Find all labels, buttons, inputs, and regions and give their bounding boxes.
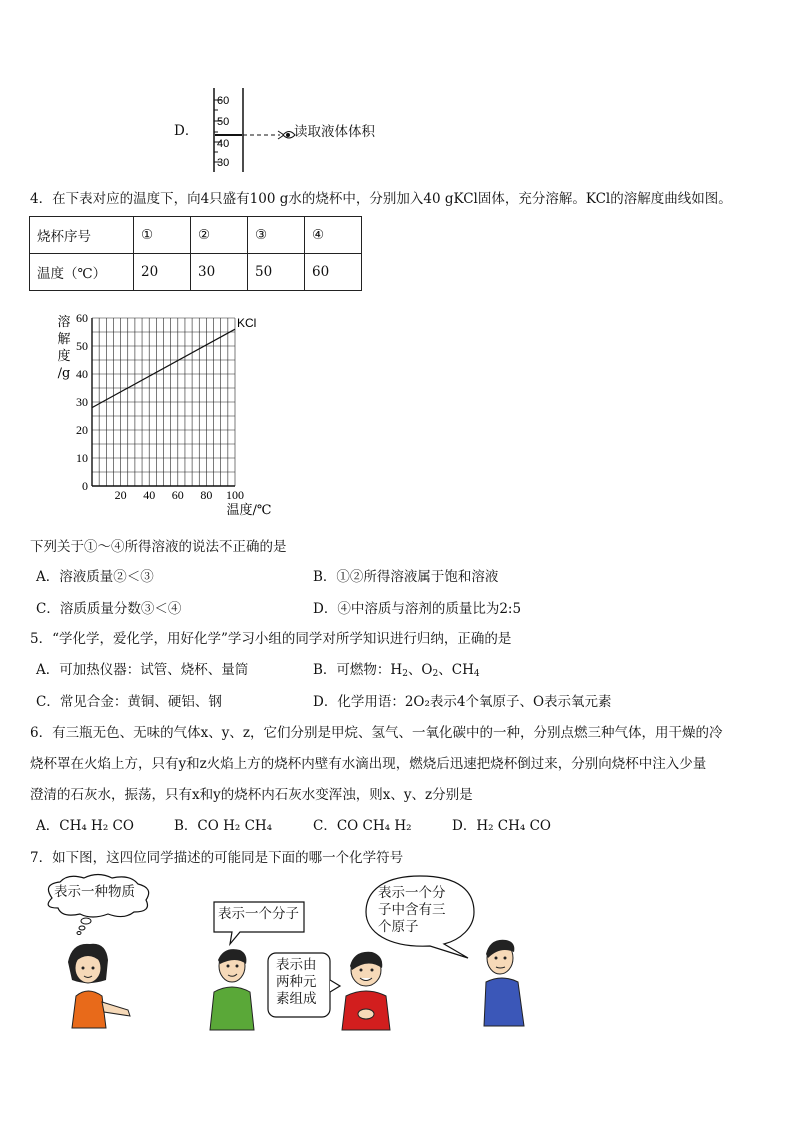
q6-option-c[interactable]: C．CO CH₄ H₂ [313, 818, 412, 834]
cylinder-tick-30: 30 [217, 157, 230, 169]
y-tick-labels [76, 311, 88, 493]
q3-annotation: 读取液体体积 [294, 124, 375, 140]
q5-option-d[interactable]: D．化学用语：2O₂表示4个氧原子、O表示氧元素 [313, 694, 612, 710]
student-boy1-figure [206, 944, 266, 1032]
x-tick-label: 40 [143, 488, 156, 502]
q5-option-c[interactable]: C．常见合金：黄铜、硬铝、钢 [36, 694, 222, 710]
beaker-table [29, 216, 362, 291]
bubble-4-line: 子中含有三 [378, 902, 446, 918]
q4-option-d[interactable]: D．④中溶质与溶剂的质量比为2:5 [313, 601, 522, 617]
chart-grid [92, 318, 235, 486]
q4-question: 下列关于①～④所得溶液的说法不正确的是 [30, 539, 287, 555]
q6-option-d[interactable]: D．H₂ CH₄ CO [452, 818, 552, 834]
q6-stem-line2: 烧杯罩在火焰上方，只有y和z火焰上方的烧杯内壁有水滴出现，燃烧后迅速把烧杯倒过来，分别向烧杯中注入少量 [30, 756, 707, 772]
y-tick-label: 30 [76, 395, 88, 409]
q6-stem-line3: 澄清的石灰水，振荡，只有x和y的烧杯内石灰水变浑浊，则x、y、z分别是 [30, 787, 473, 803]
bubble-1-text: 表示一种物质 [54, 884, 135, 900]
solubility-chart [50, 308, 290, 520]
table-row [30, 217, 362, 254]
q6-stem-line1: 6．有三瓶无色、无味的气体x、y、z，它们分别是甲烷、氢气、一氧化碳中的一种，分别点燃三种气体，用干燥的冷 [30, 725, 723, 741]
bubble-3-line: 表示由 [276, 957, 317, 973]
y-tick-label: 20 [76, 423, 88, 437]
table-cell: ④ [305, 217, 362, 254]
x-tick-label: 60 [171, 488, 184, 502]
graduated-cylinder-figure [205, 88, 305, 174]
bubble-4-line: 个原子 [378, 919, 419, 935]
table-cell: ③ [248, 217, 305, 254]
student-girl-figure [58, 940, 148, 1030]
series-label-kcl: KCl [237, 316, 257, 331]
q6-option-b[interactable]: B．CO H₂ CH₄ [174, 818, 273, 834]
table-cell: 20 [134, 254, 191, 291]
q4-option-c[interactable]: C．溶质质量分数③＜④ [36, 601, 182, 617]
bubble-4-text [378, 885, 446, 936]
table-cell: 60 [305, 254, 362, 291]
q5-option-b[interactable]: B．可燃物：$H_2$、$O_2$、$CH_4$ [313, 662, 480, 679]
table-row [30, 254, 362, 291]
thought-bubble-1 [38, 872, 158, 937]
y-axis-label-char: 度 [57, 349, 71, 364]
bubble-2-text: 表示一个分子 [218, 906, 299, 922]
x-tick-labels [115, 488, 244, 502]
x-tick-label: 20 [114, 488, 127, 502]
table-cell: 30 [191, 254, 248, 291]
y-tick-label: 10 [76, 451, 88, 465]
y-tick-label: 60 [76, 311, 88, 325]
bubble-3-line: 两种元 [276, 974, 317, 990]
x-axis-label: 温度/℃ [226, 503, 272, 518]
x-tick-label: 100 [226, 488, 244, 502]
y-tick-label: 50 [76, 339, 88, 353]
cylinder-tick-50: 50 [217, 116, 230, 128]
q4-option-a[interactable]: A．溶液质量②＜③ [36, 569, 154, 585]
y-axis-label-char: 溶 [57, 315, 71, 330]
cylinder-tick-40: 40 [217, 138, 230, 150]
y-axis-label [57, 314, 70, 381]
table-cell: 温度（℃） [30, 254, 134, 291]
student-boy3-figure [478, 936, 534, 1028]
x-tick-label: 80 [200, 488, 213, 502]
y-tick-label: 40 [76, 367, 88, 381]
y-axis-label-char: 解 [57, 332, 71, 347]
table-cell: ② [191, 217, 248, 254]
q3-option-d-label: D． [174, 123, 199, 139]
y-tick-label: 0 [82, 479, 88, 493]
y-axis-label-char: /g [57, 366, 71, 381]
table-cell: 烧杯序号 [30, 217, 134, 254]
table-cell: 50 [248, 254, 305, 291]
table-cell: ① [134, 217, 191, 254]
student-boy2-figure [336, 948, 400, 1032]
q5-stem: 5．“学化学，爱化学，用好化学”学习小组的同学对所学知识进行归纳，正确的是 [30, 631, 512, 647]
q7-stem: 7．如下图，这四位同学描述的可能同是下面的哪一个化学符号 [30, 850, 404, 866]
q4-stem: 4．在下表对应的温度下，向4只盛有100 g水的烧杯中，分别加入40 gKCl固体，充分溶解。KCl的溶解度曲线如图。 [30, 191, 732, 207]
bubble-4-line: 表示一个分 [378, 885, 446, 901]
bubble-3-line: 素组成 [276, 991, 317, 1007]
bubble-3-text [276, 957, 317, 1008]
cylinder-tick-60: 60 [217, 95, 230, 107]
q6-option-a[interactable]: A．CH₄ H₂ CO [36, 818, 134, 834]
q5-option-a[interactable]: A．可加热仪器：试管、烧杯、量筒 [36, 662, 249, 678]
q4-option-b[interactable]: B．①②所得溶液属于饱和溶液 [313, 569, 499, 585]
